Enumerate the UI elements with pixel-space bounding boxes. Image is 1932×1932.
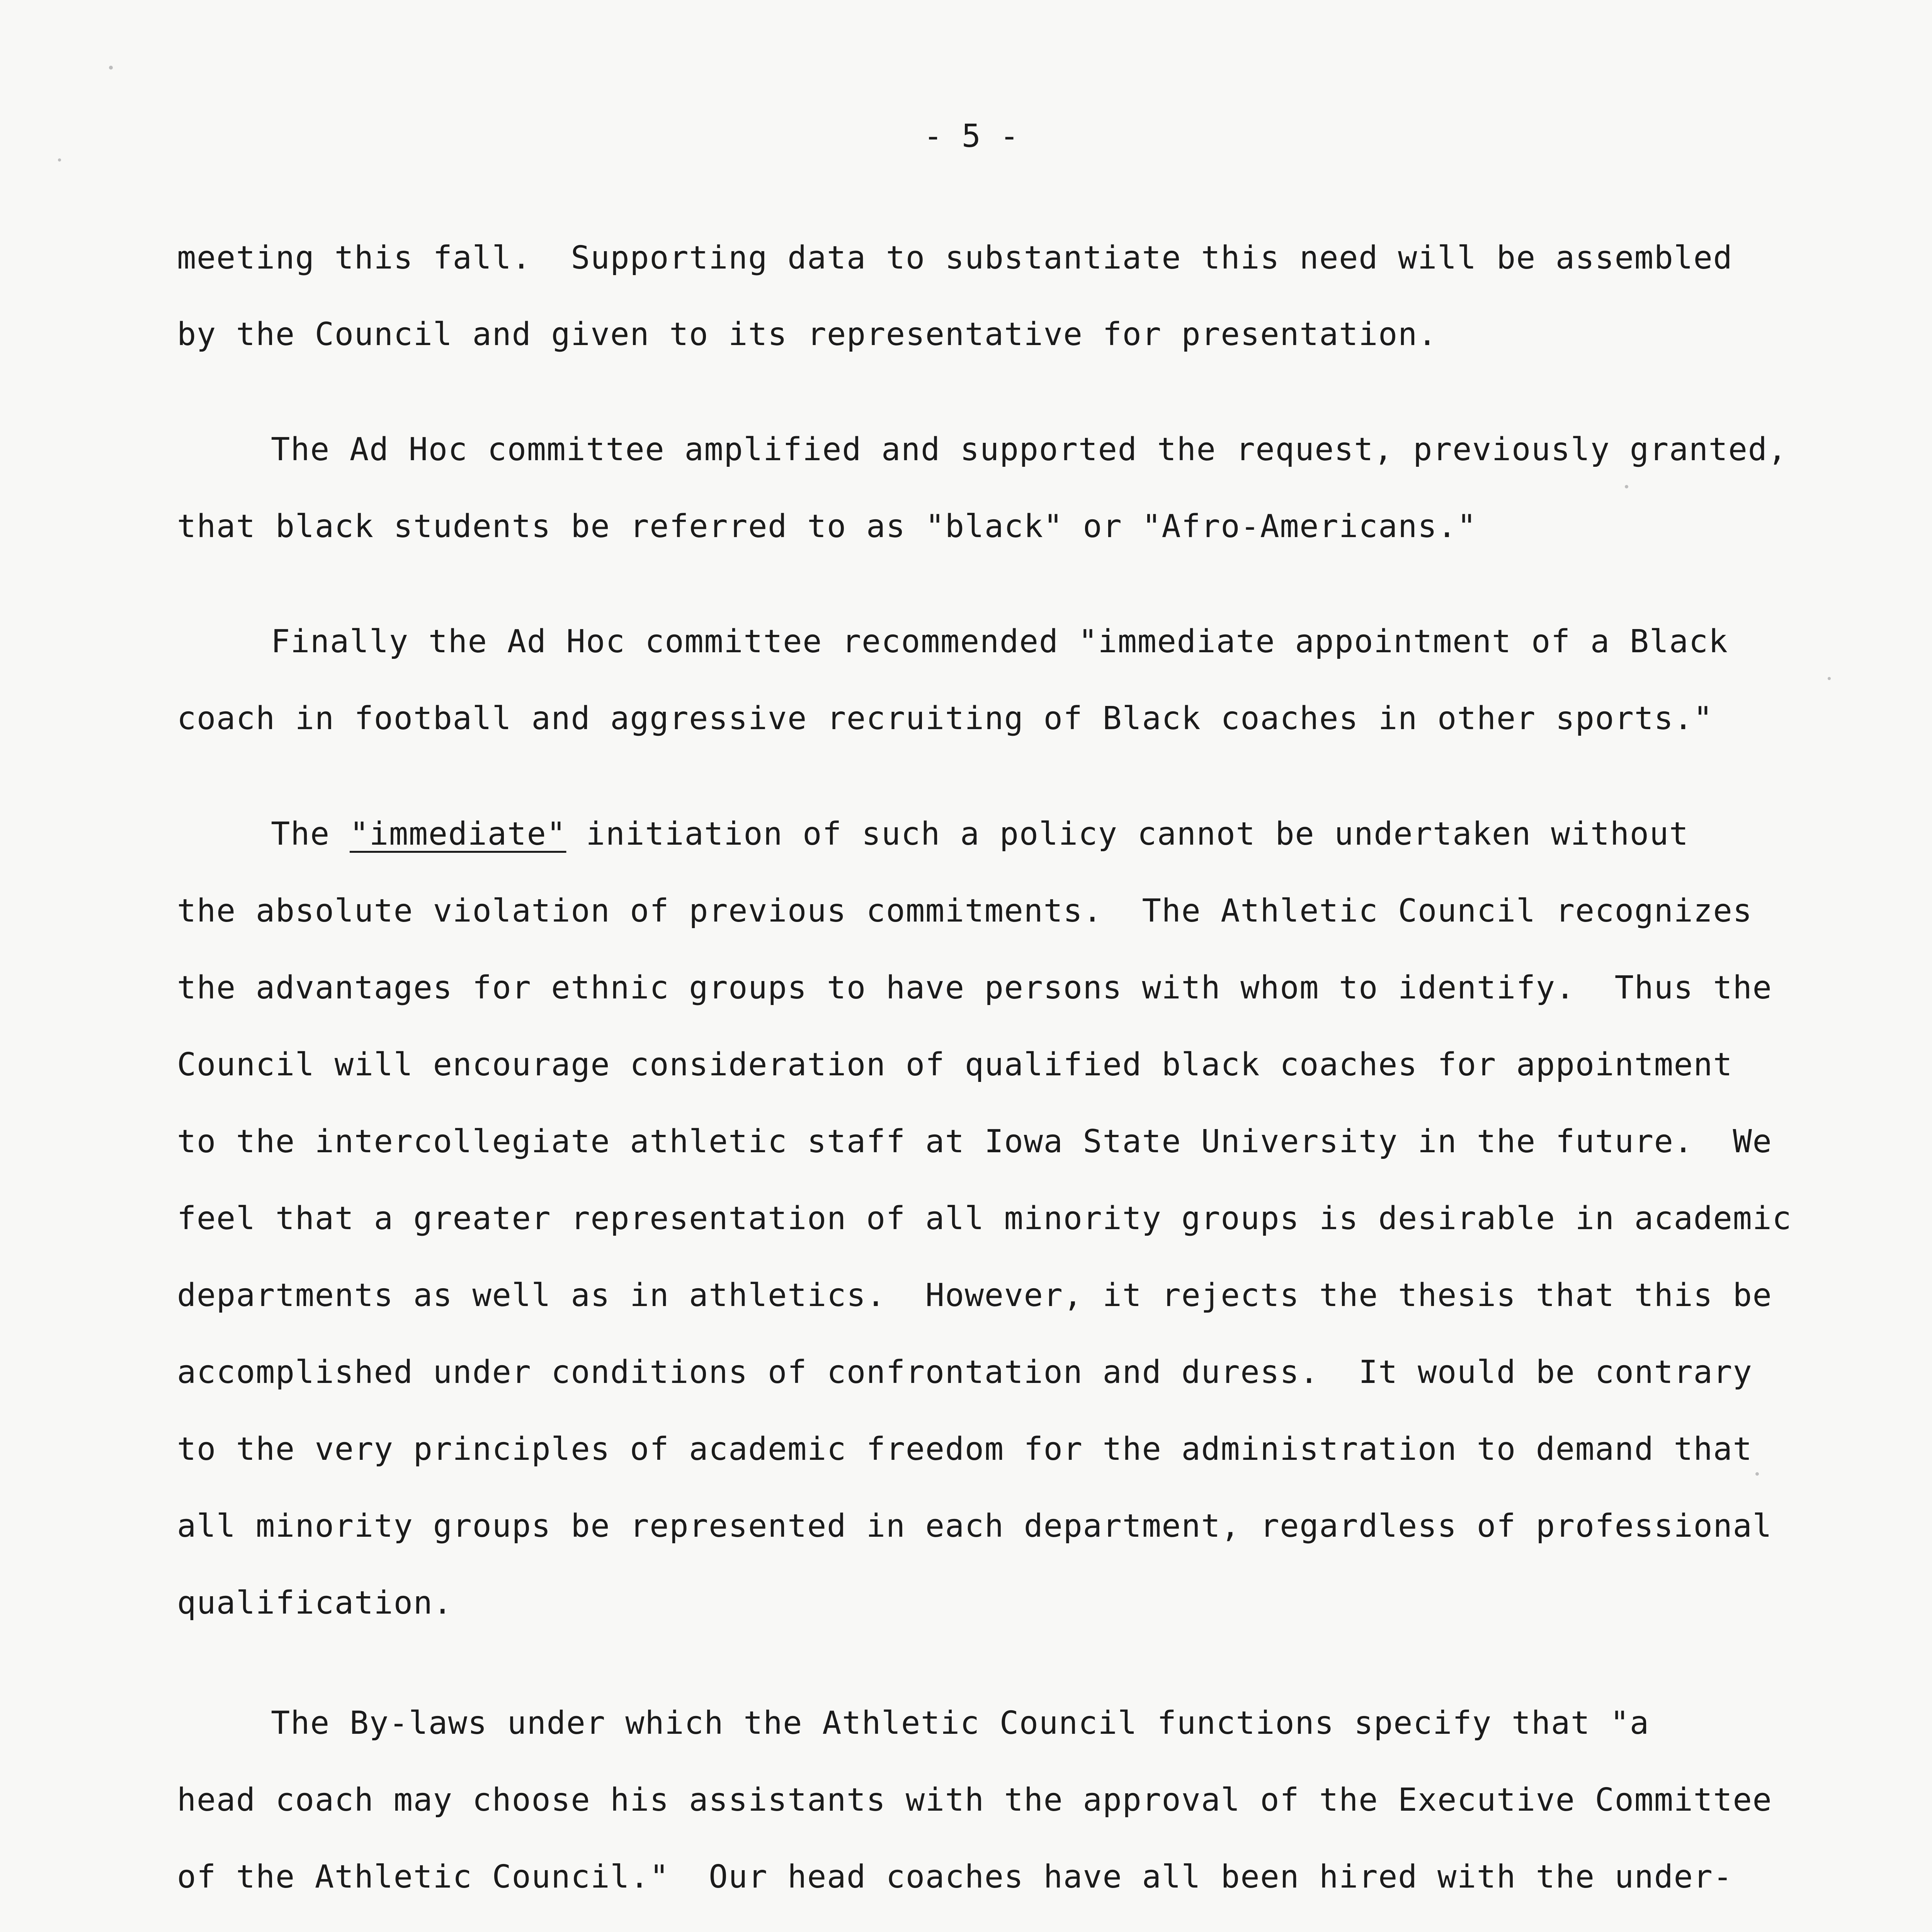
text-line: that black students be referred to as "black" or "Afro-Americans." <box>177 508 1477 545</box>
text-line: to the very principles of academic freedom for the administration to demand that <box>177 1431 1753 1468</box>
paper-speck <box>1828 677 1831 680</box>
paper-speck <box>1625 485 1628 488</box>
text-line: by the Council and given to its representative for presentation. <box>177 316 1437 353</box>
text-line: head coach may choose his assistants with the approval of the Executive Committee <box>177 1782 1772 1818</box>
paper-speck <box>58 158 61 162</box>
paper-speck <box>1755 1472 1759 1476</box>
text-line: coach in football and aggressive recruiting of Black coaches in other sports." <box>177 700 1713 737</box>
text-line: The Ad Hoc committee amplified and supported the request, previously granted, <box>271 431 1787 468</box>
text-line: all minority groups be represented in each department, regardless of professional <box>177 1508 1772 1544</box>
text-line: departments as well as in athletics. However, it rejects the thesis that this be <box>177 1277 1772 1314</box>
text-line: to the intercollegiate athletic staff at Iowa State University in the future. We <box>177 1123 1772 1160</box>
text-line: meeting this fall. Supporting data to substantiate this need will be assembled <box>177 240 1733 276</box>
text-line: The By-laws under which the Athletic Council functions specify that "a <box>271 1705 1650 1742</box>
line-prefix: The <box>271 816 350 852</box>
line-suffix: initiation of such a policy cannot be undertaken without <box>566 816 1689 852</box>
text-line: feel that a greater representation of all minority groups is desirable in academic <box>177 1200 1792 1237</box>
text-line: the absolute violation of previous commitments. The Athletic Council recognizes <box>177 893 1753 929</box>
text-line: of the Athletic Council." Our head coaches have all been hired with the under- <box>177 1859 1733 1895</box>
text-line: qualification. <box>177 1585 453 1621</box>
text-line: Council will encourage consideration of qualified black coaches for appointment <box>177 1046 1733 1083</box>
paper-speck <box>109 66 113 70</box>
text-line: the advantages for ethnic groups to have persons with whom to identify. Thus the <box>177 969 1772 1006</box>
text-line: Finally the Ad Hoc committee recommended "immediate appointment of a Black <box>271 623 1728 660</box>
text-line <box>271 816 1689 852</box>
underlined-word: "immediate" <box>349 816 566 852</box>
text-line: accomplished under conditions of confrontation and duress. It would be contrary <box>177 1354 1753 1391</box>
page-number: - 5 - <box>923 118 1019 155</box>
